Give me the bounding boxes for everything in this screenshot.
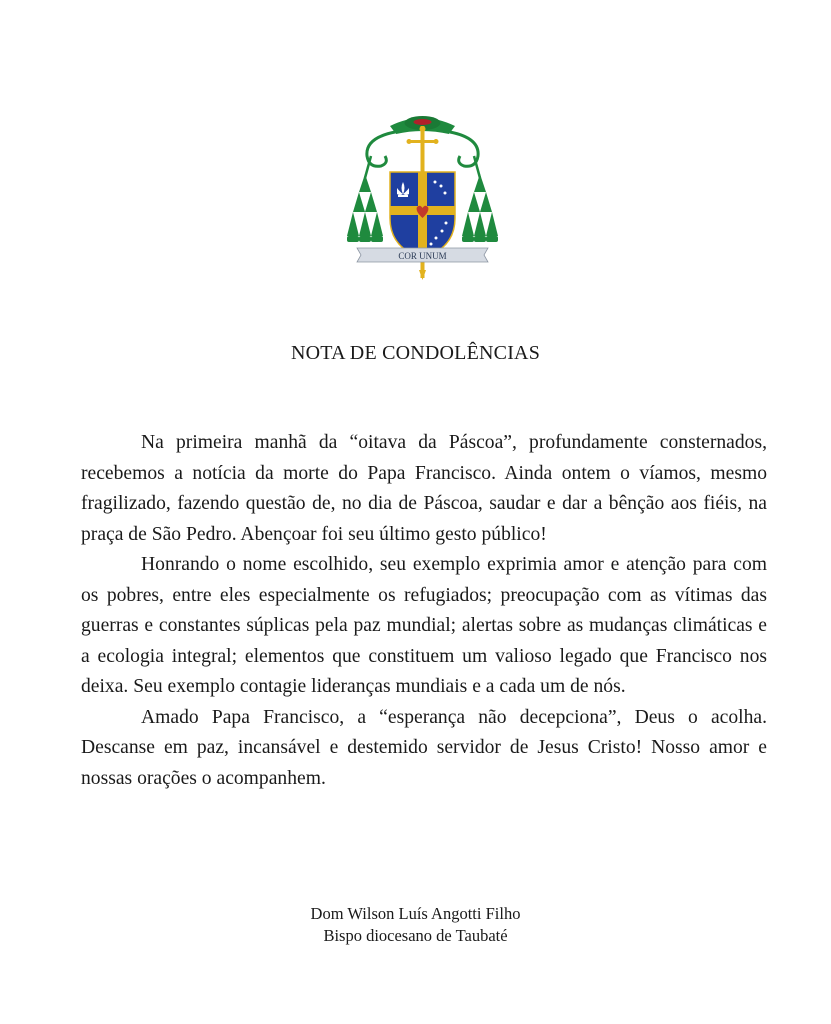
coat-of-arms-emblem (345, 108, 500, 283)
signatory-role: Bispo diocesano de Taubaté (323, 926, 508, 945)
signature-block (0, 903, 831, 947)
paragraph-1: Na primeira manhã da “oitava da Páscoa”, profundamente consternados, recebemos a notícia da morte do Papa Francisco. Ainda ontem o víamos, mesmo fragilizado, fazendo questão de, no dia de Páscoa, saudar e dar a bênção aos fiéis, na praça de São Pedro. Abençoar foi seu último gesto público! (81, 432, 767, 545)
letter-body (81, 428, 767, 794)
paragraph-3: Amado Papa Francisco, a “esperança não decepciona”, Deus o acolha. Descanse em paz, incansável e destemido servidor de Jesus Cristo! Nosso amor e nossas orações o acompanhem. (81, 706, 767, 789)
document-title: NOTA DE CONDOLÊNCIAS (290, 342, 541, 364)
signatory-name: Dom Wilson Luís Angotti Filho (310, 904, 521, 923)
motto-ribbon-text: COR UNUM (398, 251, 447, 261)
paragraph-2: Honrando o nome escolhido, seu exemplo exprimia amor e atenção para com os pobres, entre eles especialmente os refugiados; preocupação com as vítimas das guerras e constantes súplicas pela paz mundial; alertas sobre as mudanças climáticas e a ecologia integral; elementos que constituem um valioso legado que Francisco nos deixa. Seu exemplo contagie lideranças mundiais e a cada um de nós. (81, 554, 767, 697)
